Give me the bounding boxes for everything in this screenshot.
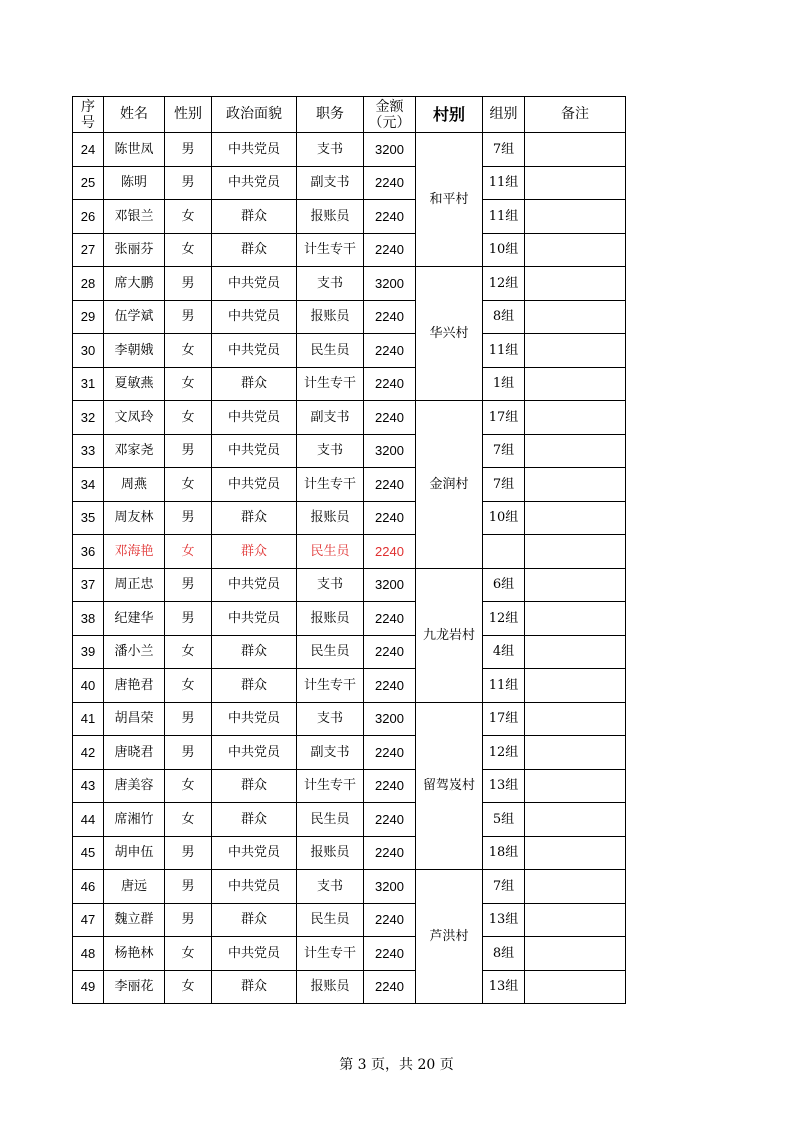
cell-name: 唐艳君 — [104, 669, 165, 703]
cell-remark — [525, 200, 626, 234]
cell-remark — [525, 267, 626, 301]
header-seq-line2: 号 — [81, 114, 95, 131]
table-row — [73, 937, 626, 971]
header-amount — [364, 97, 416, 133]
cell-gender: 男 — [165, 702, 212, 736]
cell-gender: 女 — [165, 669, 212, 703]
cell-politics: 中共党员 — [212, 334, 297, 368]
cell-remark — [525, 702, 626, 736]
header-gender: 性别 — [165, 97, 212, 133]
cell-group: 12组 — [483, 602, 525, 636]
cell-amount: 2240 — [364, 233, 416, 267]
cell-amount: 2240 — [364, 535, 416, 569]
cell-seq: 28 — [73, 267, 104, 301]
cell-gender: 女 — [165, 200, 212, 234]
header-row — [73, 97, 626, 133]
cell-position: 民生员 — [297, 535, 364, 569]
table-row — [73, 166, 626, 200]
cell-group: 7组 — [483, 870, 525, 904]
cell-amount: 2240 — [364, 200, 416, 234]
cell-remark — [525, 602, 626, 636]
cell-position: 副支书 — [297, 736, 364, 770]
cell-remark — [525, 133, 626, 167]
cell-seq: 34 — [73, 468, 104, 502]
cell-position: 计生专干 — [297, 769, 364, 803]
cell-name: 夏敏燕 — [104, 367, 165, 401]
cell-group: 11组 — [483, 200, 525, 234]
cell-position: 计生专干 — [297, 367, 364, 401]
cell-seq: 45 — [73, 836, 104, 870]
cell-group: 7组 — [483, 133, 525, 167]
cell-politics: 中共党员 — [212, 937, 297, 971]
cell-gender: 女 — [165, 937, 212, 971]
cell-position: 支书 — [297, 568, 364, 602]
cell-name: 邓海艳 — [104, 535, 165, 569]
cell-amount: 3200 — [364, 702, 416, 736]
cell-village: 金润村 — [416, 401, 483, 569]
table-row — [73, 568, 626, 602]
cell-position: 计生专干 — [297, 669, 364, 703]
cell-amount: 2240 — [364, 401, 416, 435]
cell-group: 11组 — [483, 166, 525, 200]
cell-name: 胡昌荣 — [104, 702, 165, 736]
cell-position: 民生员 — [297, 903, 364, 937]
cell-amount: 3200 — [364, 870, 416, 904]
cell-name: 周正忠 — [104, 568, 165, 602]
cell-group: 11组 — [483, 334, 525, 368]
cell-remark — [525, 903, 626, 937]
table-row — [73, 501, 626, 535]
cell-group: 13组 — [483, 769, 525, 803]
table-row — [73, 769, 626, 803]
cell-remark — [525, 937, 626, 971]
cell-amount: 2240 — [364, 468, 416, 502]
cell-seq: 41 — [73, 702, 104, 736]
cell-group: 8组 — [483, 300, 525, 334]
cell-gender: 男 — [165, 133, 212, 167]
cell-politics: 中共党员 — [212, 702, 297, 736]
cell-amount: 3200 — [364, 267, 416, 301]
cell-politics: 中共党员 — [212, 736, 297, 770]
table-row — [73, 903, 626, 937]
cell-amount: 3200 — [364, 133, 416, 167]
cell-position: 民生员 — [297, 635, 364, 669]
cell-name: 李丽花 — [104, 970, 165, 1004]
header-position: 职务 — [297, 97, 364, 133]
table-row — [73, 334, 626, 368]
cell-gender: 男 — [165, 434, 212, 468]
cell-gender: 男 — [165, 267, 212, 301]
cell-group: 18组 — [483, 836, 525, 870]
cell-politics: 中共党员 — [212, 602, 297, 636]
cell-group: 12组 — [483, 736, 525, 770]
cell-group: 5组 — [483, 803, 525, 837]
cell-seq: 39 — [73, 635, 104, 669]
cell-group: 7组 — [483, 434, 525, 468]
cell-politics: 群众 — [212, 803, 297, 837]
cell-group: 7组 — [483, 468, 525, 502]
cell-seq: 26 — [73, 200, 104, 234]
cell-remark — [525, 568, 626, 602]
cell-seq: 36 — [73, 535, 104, 569]
cell-group: 13组 — [483, 903, 525, 937]
cell-position: 支书 — [297, 267, 364, 301]
cell-seq: 35 — [73, 501, 104, 535]
cell-gender: 男 — [165, 836, 212, 870]
cell-group: 1组 — [483, 367, 525, 401]
cell-position: 报账员 — [297, 836, 364, 870]
cell-village: 留驾岌村 — [416, 702, 483, 870]
cell-name: 伍学斌 — [104, 300, 165, 334]
cell-gender: 女 — [165, 468, 212, 502]
cell-seq: 40 — [73, 669, 104, 703]
table-row — [73, 870, 626, 904]
cell-seq: 27 — [73, 233, 104, 267]
cell-gender: 男 — [165, 300, 212, 334]
cell-name: 唐美容 — [104, 769, 165, 803]
header-amount-line2: （元） — [368, 114, 411, 131]
cell-seq: 37 — [73, 568, 104, 602]
cell-name: 杨艳林 — [104, 937, 165, 971]
cell-amount: 2240 — [364, 803, 416, 837]
cell-group: 10组 — [483, 233, 525, 267]
cell-position: 支书 — [297, 870, 364, 904]
cell-seq: 46 — [73, 870, 104, 904]
table-row — [73, 702, 626, 736]
cell-amount: 2240 — [364, 501, 416, 535]
cell-position: 报账员 — [297, 602, 364, 636]
cell-amount: 2240 — [364, 635, 416, 669]
cell-village: 华兴村 — [416, 267, 483, 401]
cell-amount: 2240 — [364, 602, 416, 636]
table-row — [73, 836, 626, 870]
cell-politics: 群众 — [212, 367, 297, 401]
cell-amount: 2240 — [364, 836, 416, 870]
cell-group: 4组 — [483, 635, 525, 669]
cell-gender: 女 — [165, 535, 212, 569]
cell-seq: 25 — [73, 166, 104, 200]
table-row — [73, 602, 626, 636]
cell-amount: 2240 — [364, 166, 416, 200]
cell-seq: 49 — [73, 970, 104, 1004]
cell-remark — [525, 166, 626, 200]
cell-name: 邓家尧 — [104, 434, 165, 468]
header-name: 姓名 — [104, 97, 165, 133]
cell-remark — [525, 736, 626, 770]
cell-politics: 群众 — [212, 233, 297, 267]
table-row — [73, 669, 626, 703]
cell-position: 报账员 — [297, 300, 364, 334]
table-row — [73, 401, 626, 435]
table-row — [73, 468, 626, 502]
header-politics: 政治面貌 — [212, 97, 297, 133]
header-seq-line1: 序 — [81, 98, 95, 115]
cell-village: 九龙岩村 — [416, 568, 483, 702]
cell-gender: 男 — [165, 736, 212, 770]
cell-politics: 中共党员 — [212, 870, 297, 904]
roster-table — [72, 96, 626, 1004]
cell-group: 17组 — [483, 702, 525, 736]
cell-name: 陈明 — [104, 166, 165, 200]
cell-seq: 44 — [73, 803, 104, 837]
cell-position: 副支书 — [297, 166, 364, 200]
cell-position: 报账员 — [297, 501, 364, 535]
cell-position: 民生员 — [297, 803, 364, 837]
cell-remark — [525, 233, 626, 267]
cell-gender: 女 — [165, 769, 212, 803]
cell-politics: 群众 — [212, 501, 297, 535]
table-row — [73, 434, 626, 468]
cell-seq: 32 — [73, 401, 104, 435]
cell-name: 席大鹏 — [104, 267, 165, 301]
cell-position: 报账员 — [297, 200, 364, 234]
cell-seq: 31 — [73, 367, 104, 401]
cell-name: 陈世凤 — [104, 133, 165, 167]
cell-remark — [525, 401, 626, 435]
cell-remark — [525, 803, 626, 837]
cell-group — [483, 535, 525, 569]
table-row — [73, 200, 626, 234]
cell-position: 支书 — [297, 133, 364, 167]
table-row — [73, 133, 626, 167]
table-row — [73, 736, 626, 770]
cell-gender: 女 — [165, 970, 212, 1004]
cell-group: 10组 — [483, 501, 525, 535]
cell-village: 和平村 — [416, 133, 483, 267]
cell-remark — [525, 970, 626, 1004]
roster-body — [73, 133, 626, 1004]
cell-politics: 群众 — [212, 200, 297, 234]
cell-seq: 38 — [73, 602, 104, 636]
cell-politics: 群众 — [212, 535, 297, 569]
cell-amount: 2240 — [364, 367, 416, 401]
cell-gender: 男 — [165, 166, 212, 200]
cell-remark — [525, 769, 626, 803]
cell-politics: 中共党员 — [212, 133, 297, 167]
cell-position: 支书 — [297, 702, 364, 736]
header-amount-line1: 金额 — [375, 98, 404, 115]
table-row — [73, 233, 626, 267]
cell-name: 周友林 — [104, 501, 165, 535]
cell-politics: 中共党员 — [212, 267, 297, 301]
cell-gender: 女 — [165, 635, 212, 669]
cell-gender: 女 — [165, 401, 212, 435]
cell-group: 6组 — [483, 568, 525, 602]
cell-seq: 43 — [73, 769, 104, 803]
cell-politics: 群众 — [212, 769, 297, 803]
cell-amount: 2240 — [364, 903, 416, 937]
cell-amount: 2240 — [364, 970, 416, 1004]
cell-position: 民生员 — [297, 334, 364, 368]
cell-seq: 33 — [73, 434, 104, 468]
cell-group: 11组 — [483, 669, 525, 703]
cell-gender: 女 — [165, 803, 212, 837]
table-row — [73, 635, 626, 669]
page-footer: 第 3 页，共 20 页 — [339, 1057, 454, 1073]
cell-amount: 2240 — [364, 669, 416, 703]
cell-gender: 男 — [165, 501, 212, 535]
cell-name: 邓银兰 — [104, 200, 165, 234]
cell-remark — [525, 434, 626, 468]
cell-amount: 2240 — [364, 334, 416, 368]
cell-group: 8组 — [483, 937, 525, 971]
cell-village: 芦洪村 — [416, 870, 483, 1004]
cell-remark — [525, 535, 626, 569]
cell-seq: 24 — [73, 133, 104, 167]
cell-seq: 29 — [73, 300, 104, 334]
table-row — [73, 300, 626, 334]
cell-amount: 2240 — [364, 736, 416, 770]
cell-name: 胡申伍 — [104, 836, 165, 870]
cell-amount: 3200 — [364, 568, 416, 602]
cell-remark — [525, 300, 626, 334]
cell-position: 计生专干 — [297, 233, 364, 267]
cell-gender: 男 — [165, 602, 212, 636]
cell-politics: 中共党员 — [212, 568, 297, 602]
cell-remark — [525, 501, 626, 535]
cell-remark — [525, 635, 626, 669]
table-row — [73, 970, 626, 1004]
cell-politics: 中共党员 — [212, 434, 297, 468]
cell-group: 13组 — [483, 970, 525, 1004]
cell-seq: 48 — [73, 937, 104, 971]
cell-gender: 男 — [165, 870, 212, 904]
cell-position: 支书 — [297, 434, 364, 468]
header-village: 村别 — [416, 97, 483, 133]
table-row — [73, 267, 626, 301]
cell-politics: 群众 — [212, 903, 297, 937]
cell-position: 计生专干 — [297, 468, 364, 502]
table-row — [73, 803, 626, 837]
cell-group: 17组 — [483, 401, 525, 435]
cell-name: 李朝娥 — [104, 334, 165, 368]
header-seq — [73, 97, 104, 133]
cell-seq: 47 — [73, 903, 104, 937]
cell-amount: 2240 — [364, 937, 416, 971]
cell-politics: 群众 — [212, 669, 297, 703]
cell-gender: 女 — [165, 334, 212, 368]
cell-politics: 中共党员 — [212, 468, 297, 502]
cell-name: 文凤玲 — [104, 401, 165, 435]
cell-position: 副支书 — [297, 401, 364, 435]
cell-name: 张丽芬 — [104, 233, 165, 267]
cell-remark — [525, 367, 626, 401]
cell-politics: 中共党员 — [212, 836, 297, 870]
cell-politics: 中共党员 — [212, 300, 297, 334]
cell-gender: 女 — [165, 367, 212, 401]
cell-politics: 中共党员 — [212, 166, 297, 200]
cell-name: 魏立群 — [104, 903, 165, 937]
cell-name: 周燕 — [104, 468, 165, 502]
header-remark: 备注 — [525, 97, 626, 133]
cell-politics: 群众 — [212, 635, 297, 669]
cell-name: 唐远 — [104, 870, 165, 904]
cell-remark — [525, 334, 626, 368]
cell-politics: 中共党员 — [212, 401, 297, 435]
cell-gender: 女 — [165, 233, 212, 267]
header-group: 组别 — [483, 97, 525, 133]
cell-amount: 2240 — [364, 300, 416, 334]
cell-name: 潘小兰 — [104, 635, 165, 669]
cell-name: 纪建华 — [104, 602, 165, 636]
cell-politics: 群众 — [212, 970, 297, 1004]
cell-amount: 3200 — [364, 434, 416, 468]
cell-name: 席湘竹 — [104, 803, 165, 837]
cell-position: 报账员 — [297, 970, 364, 1004]
cell-remark — [525, 836, 626, 870]
cell-name: 唐晓君 — [104, 736, 165, 770]
cell-group: 12组 — [483, 267, 525, 301]
cell-seq: 30 — [73, 334, 104, 368]
cell-amount: 2240 — [364, 769, 416, 803]
cell-gender: 男 — [165, 568, 212, 602]
cell-remark — [525, 870, 626, 904]
cell-seq: 42 — [73, 736, 104, 770]
cell-gender: 男 — [165, 903, 212, 937]
cell-remark — [525, 669, 626, 703]
cell-position: 计生专干 — [297, 937, 364, 971]
table-row — [73, 367, 626, 401]
cell-remark — [525, 468, 626, 502]
table-row — [73, 535, 626, 569]
